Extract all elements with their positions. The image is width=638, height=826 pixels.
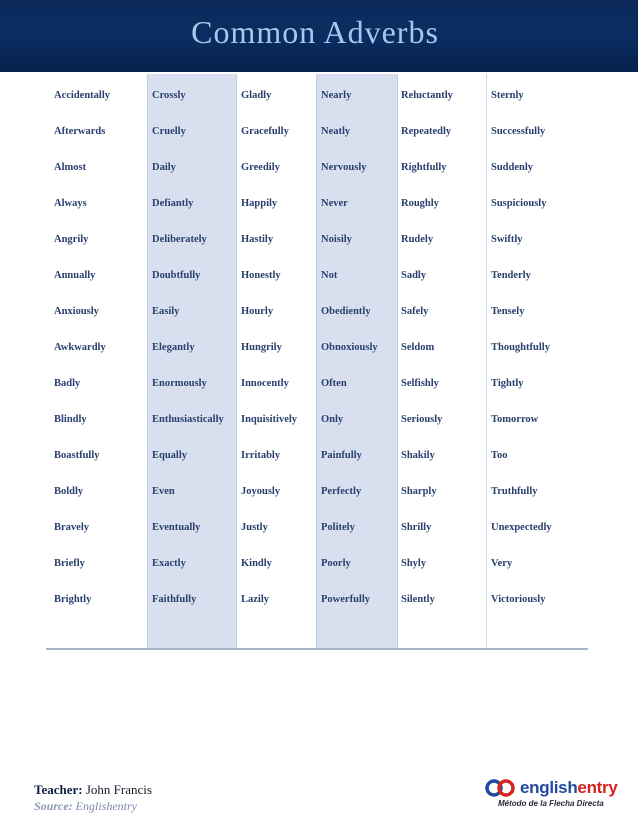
adverb-cell: Boldly	[54, 486, 84, 497]
adverb-cell: Hungrily	[241, 342, 282, 353]
adverb-cell: Briefly	[54, 558, 85, 569]
adverb-cell: Neatly	[321, 126, 351, 137]
adverb-cell: Hastily	[241, 234, 274, 245]
adverb-cell: Seriously	[401, 414, 443, 425]
logo-wordmark	[520, 778, 618, 798]
adverb-cell: Reluctantly	[401, 90, 453, 101]
teacher-credit	[34, 782, 152, 798]
adverb-cell: Kindly	[241, 558, 272, 569]
adverb-cell: Shakily	[401, 450, 435, 461]
adverb-cell: Sternly	[491, 90, 524, 101]
logo-text-entry: entry	[577, 778, 618, 797]
table-row	[46, 404, 588, 440]
source-name: Englishentry	[75, 799, 137, 813]
adverb-cell: Joyously	[241, 486, 281, 497]
adverb-cell: Obnoxiously	[321, 342, 378, 353]
adverb-cell: Gracefully	[241, 126, 289, 137]
adverb-cell: Easily	[152, 306, 180, 317]
adverb-cell: Obediently	[321, 306, 371, 317]
adverb-cell: Unexpectedly	[491, 522, 552, 533]
adverb-cell: Exactly	[152, 558, 186, 569]
adverb-cell: Justly	[241, 522, 268, 533]
adverb-cell: Innocently	[241, 378, 289, 389]
source-credit	[34, 799, 137, 814]
adverb-cell: Boastfully	[54, 450, 100, 461]
adverb-cell: Tensely	[491, 306, 525, 317]
adverb-cell: Cruelly	[152, 126, 186, 137]
adverb-cell: Swiftly	[491, 234, 523, 245]
adverb-cell: Very	[491, 558, 513, 569]
adverb-cell: Perfectly	[321, 486, 362, 497]
adverb-cell: Only	[321, 414, 344, 425]
adverb-cell: Inquisitively	[241, 414, 298, 425]
table-row	[46, 80, 588, 116]
adverb-cell: Blindly	[54, 414, 87, 425]
adverb-cell: Tomorrow	[491, 414, 539, 425]
adverb-cell: Nervously	[321, 162, 367, 173]
adverb-cell: Greedily	[241, 162, 280, 173]
adverb-cell: Happily	[241, 198, 278, 209]
adverb-cell: Sharply	[401, 486, 437, 497]
adverb-cell: Even	[152, 486, 175, 497]
adverb-cell: Irritably	[241, 450, 281, 461]
adverb-cell: Tightly	[491, 378, 524, 389]
adverb-cell: Not	[321, 270, 338, 281]
adverb-cell: Angrily	[54, 234, 89, 245]
adverb-cell: Accidentally	[54, 90, 110, 101]
adverbs-table	[46, 74, 588, 650]
englishentry-logo	[484, 778, 624, 812]
table-row	[46, 188, 588, 224]
adverb-cell: Enthusiastically	[152, 414, 224, 425]
table-row	[46, 512, 588, 548]
adverb-cell: Thoughtfully	[491, 342, 550, 353]
adverb-cell: Lazily	[241, 594, 269, 605]
header-banner	[0, 0, 638, 72]
adverb-cell: Shrilly	[401, 522, 432, 533]
table-row	[46, 152, 588, 188]
logo-text-english: english	[520, 778, 578, 797]
adverb-cell: Never	[321, 198, 348, 209]
source-label: Source:	[34, 799, 73, 813]
adverb-cell: Annually	[54, 270, 96, 281]
table-row	[46, 296, 588, 332]
table-row	[46, 548, 588, 584]
adverb-cell: Afterwards	[54, 126, 106, 137]
table-row	[46, 260, 588, 296]
adverb-cell: Suspiciously	[491, 198, 547, 209]
adverb-cell: Rudely	[401, 234, 434, 245]
adverb-cell: Eventually	[152, 522, 201, 533]
adverb-cell: Selfishly	[401, 378, 439, 389]
adverb-cell: Too	[491, 450, 508, 461]
adverb-cell: Sadly	[401, 270, 427, 281]
adverb-cell: Crossly	[152, 90, 186, 101]
adverb-cell: Seldom	[401, 342, 435, 353]
adverb-cell: Suddenly	[491, 162, 534, 173]
adverb-cell: Nearly	[321, 90, 352, 101]
adverb-cell: Roughly	[401, 198, 439, 209]
adverb-cell: Hourly	[241, 306, 274, 317]
teacher-label: Teacher:	[34, 782, 83, 797]
logo-tagline: Método de la Flecha Directa	[498, 799, 604, 808]
adverb-cell: Often	[321, 378, 347, 389]
table-row	[46, 224, 588, 260]
table-row	[46, 476, 588, 512]
table-row	[46, 332, 588, 368]
adverb-cell: Powerfully	[321, 594, 370, 605]
adverb-cell: Daily	[152, 162, 176, 173]
adverb-cell: Almost	[54, 162, 87, 173]
adverb-cell: Truthfully	[491, 486, 538, 497]
adverb-cell: Equally	[152, 450, 188, 461]
adverb-cell: Poorly	[321, 558, 351, 569]
adverb-cell: Enormously	[152, 378, 207, 389]
table-row	[46, 368, 588, 404]
adverb-cell: Honestly	[241, 270, 281, 281]
table-row	[46, 116, 588, 152]
adverb-cell: Victoriously	[491, 594, 546, 605]
adverb-cell: Painfully	[321, 450, 362, 461]
adverb-cell: Elegantly	[152, 342, 195, 353]
adverb-cell: Rightfully	[401, 162, 447, 173]
adverb-cell: Anxiously	[54, 306, 99, 317]
adverb-cell: Always	[54, 198, 87, 209]
adverb-cell: Defiantly	[152, 198, 194, 209]
adverb-cell: Gladly	[241, 90, 272, 101]
adverb-cell: Bravely	[54, 522, 89, 533]
arrows-logo-icon	[484, 778, 518, 798]
teacher-name: John Francis	[85, 782, 152, 797]
adverb-cell: Tenderly	[491, 270, 531, 281]
adverb-cell: Noisily	[321, 234, 352, 245]
adverb-cell: Doubtfully	[152, 270, 201, 281]
adverb-cell: Successfully	[491, 126, 546, 137]
adverb-cell: Shyly	[401, 558, 427, 569]
adverb-cell: Safely	[401, 306, 429, 317]
adverb-cell: Awkwardly	[54, 342, 106, 353]
adverb-cell: Repeatedly	[401, 126, 452, 137]
table-row	[46, 584, 588, 620]
adverb-cell: Faithfully	[152, 594, 197, 605]
page-title: Common Adverbs	[191, 14, 439, 50]
adverb-cell: Badly	[54, 378, 81, 389]
adverb-cell: Brightly	[54, 594, 92, 605]
adverb-cell: Silently	[401, 594, 435, 605]
adverb-cell: Deliberately	[152, 234, 207, 245]
adverb-cell: Politely	[321, 522, 355, 533]
table-row	[46, 440, 588, 476]
